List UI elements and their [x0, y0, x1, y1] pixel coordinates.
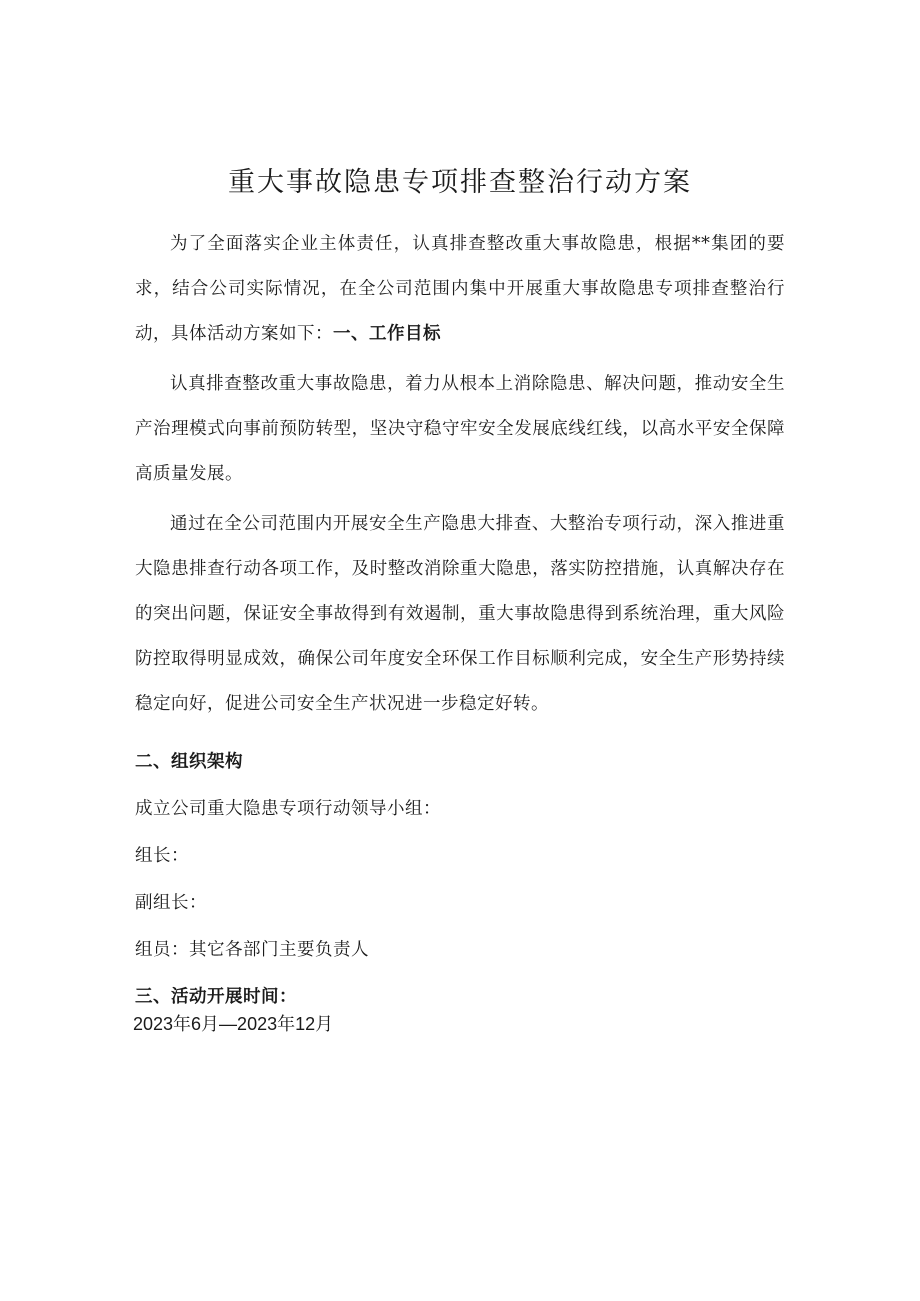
members-line: 组员：其它各部门主要负责人 [135, 940, 369, 960]
section-2-heading: 二、组织架构 [135, 752, 243, 772]
goal-paragraph-2: 通过在全公司范围内开展安全生产隐患大排查、大整治专项行动，深入推进重大隐患排查行动各项工作，及时整改消除重大隐患，落实防控措施，认真解决存在的突出问题，保证安全事故得到有效遏制，重大事故隐患得到系统治理，重大风险防控取得明显成效，确保公司年度安全环保工作目标顺利完成，安全生产形势持续稳定向好，促进公司安全生产状况进一步稳定好转。 [135, 514, 785, 714]
date-range: 2023年6月—2023年12月 [133, 1014, 334, 1034]
deputy-leader-line: 副组长： [135, 893, 207, 913]
section-1-heading: 一、工作目标 [333, 324, 441, 344]
goal-paragraph-1: 认真排查整改重大事故隐患，着力从根本上消除隐患、解决问题，推动安全生产治理模式向事前预防转型，坚决守稳守牢安全发展底线红线，以高水平安全保障高质量发展。 [135, 374, 785, 484]
org-intro: 成立公司重大隐患专项行动领导小组： [135, 799, 441, 819]
document-title: 重大事故隐患专项排查整治行动方案 [228, 167, 692, 198]
section-3-heading: 三、活动开展时间： [135, 987, 297, 1007]
intro-paragraph [135, 222, 785, 357]
intro-text: 为了全面落实企业主体责任，认真排查整改重大事故隐患，根据**集团的要求，结合公司实际情况，在全公司范围内集中开展重大事故隐患专项排查整治行动，具体活动方案如下： [135, 234, 785, 344]
leader-line: 组长： [135, 846, 189, 866]
